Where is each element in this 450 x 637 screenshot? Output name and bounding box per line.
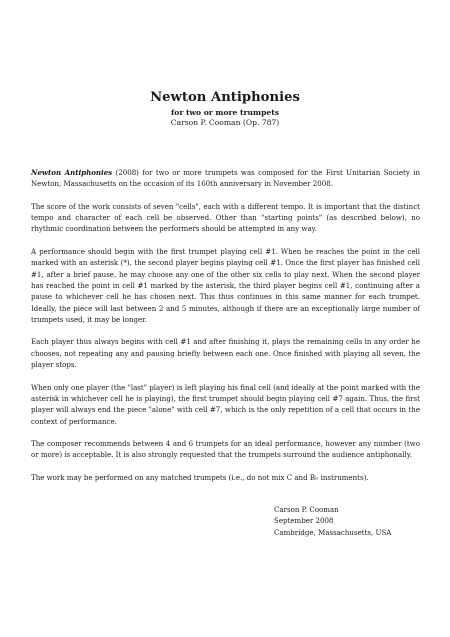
paragraph-performance: A performance should begin with the first trumpet playing cell #1. When he reaches the point in the cell marked with an asterisk (*), the second player begins playing cell #1. Once the first player has finished cell #1, after a brief pause, he may choose any one of the other six cells to play next. When the second player has reached the point in cell #1 marked by the asterisk, the third player begins cell #1, continuing after a pause to whichever cell he has chosen next. This thus continues in this same manner for each trumpet. Ideally, the piece will last between 2 and 5 minutes, although if there are an exceptionally large number of trumpets used, it may be longer. (31, 247, 420, 324)
signature-place: Cambridge, Massachusetts, USA (274, 527, 392, 537)
program-notes (31, 167, 420, 483)
paragraph-order: Each player thus always begins with cell #1 and after finishing it, plays the remaining cells in any order he chooses, not repeating any and pausing briefly between each one. Once finished with playing all seven, the player stops. (31, 337, 420, 370)
paragraph-instruments: The work may be performed on any matched trumpets (i.e., do not mix C and B♭ instruments). (31, 473, 369, 483)
paragraph-ending: When only one player (the "last" player) is left playing his final cell (and ideally at the point marked with the asterisk in whichever cell he is playing), the first trumpet should begin playing cell #7 again. Thus, the first player will always end the piece "alone" with cell #7, which is the only repetition of a cell that occurs in the context of performance. (31, 382, 420, 426)
document-title: Newton Antiphonies (150, 90, 300, 105)
composer-line: Carson P. Cooman (Op. 787) (170, 118, 280, 127)
paragraph-recommendation: The composer recommends between 4 and 6 trumpets for an ideal performance, however any number (two or more) is acceptable. It is also strongly requested that the trumpets surround the audience antiphonally. (31, 439, 420, 460)
paragraph-commission-text: (2008) for two or more trumpets was composed for the First Unitarian Society in Newton, Massachusetts on the occasion of its 160th anniversary in November 2008. (31, 168, 420, 189)
signature-name: Carson P. Cooman (274, 505, 339, 514)
document-subtitle: for two or more trumpets (170, 108, 279, 117)
paragraph-cells: The score of the work consists of seven "cells", each with a different tempo. It is important that the distinct tempo and character of each cell be observed. Other than "starting points" (as described below), no rhythmic coordination between the performers should be attempted in any way. (31, 201, 420, 234)
work-title-italic: Newton Antiphonies (31, 168, 113, 177)
signature-date: September 2008 (274, 516, 334, 526)
signature-block (274, 504, 391, 538)
paragraph-commission (31, 167, 420, 190)
